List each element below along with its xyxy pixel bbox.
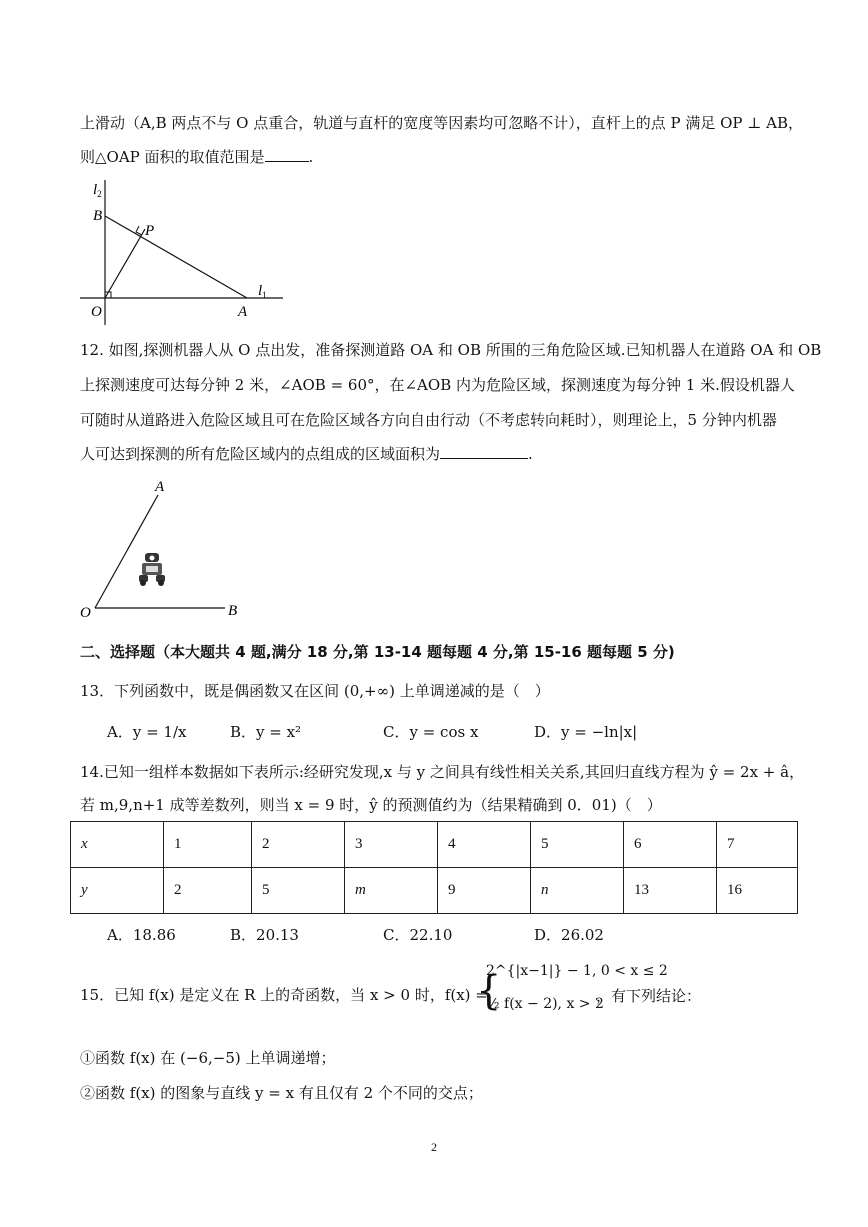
table-row-y xyxy=(71,868,798,914)
table-cell: 5 xyxy=(252,868,345,914)
segment-ab xyxy=(105,216,247,298)
label-a: A xyxy=(238,304,248,320)
table-cell: 16 xyxy=(717,868,798,914)
table-cell: 2 xyxy=(164,868,252,914)
q15-case2: ½ f(x − 2), x > 2 xyxy=(486,996,604,1012)
label-b: B xyxy=(228,603,238,619)
robot-icon xyxy=(139,553,165,586)
table-cell: 9 xyxy=(438,868,531,914)
table-cell: 2 xyxy=(252,822,345,868)
q11-figure xyxy=(75,175,295,325)
q15-conclusion-1: ①函数 f(x) 在 (−6,−5) 上单调递增； xyxy=(80,1049,336,1067)
table-cell: 4 xyxy=(438,822,531,868)
q11-line2 xyxy=(80,147,313,167)
q12-line4-end: . xyxy=(528,445,533,463)
table-cell: 7 xyxy=(717,822,798,868)
brace: { xyxy=(476,968,502,1014)
segment-op xyxy=(105,229,145,298)
table-row-x xyxy=(71,822,798,868)
q12-figure xyxy=(75,475,255,620)
table-cell: n xyxy=(531,868,624,914)
q12-line3: 可随时从道路进入危险区域且可在危险区域各方向自由行动（不考虑转向耗时），则理论上，5 分钟内机器 xyxy=(80,411,777,429)
q13-option-a: A．y = 1/x xyxy=(107,723,187,741)
q12-line4 xyxy=(80,444,533,464)
q13-option-c: C．y = cos x xyxy=(383,723,479,741)
table-cell: 1 xyxy=(164,822,252,868)
q11-line2-end: . xyxy=(308,148,314,166)
answer-blank xyxy=(265,147,309,162)
q13-stem: 13．下列函数中，既是偶函数又在区间 (0,+∞) 上单调递减的是（ ） xyxy=(80,682,550,700)
table-cell: x xyxy=(71,822,164,868)
label-l1: $l_1$ xyxy=(258,283,267,300)
table-cell: 13 xyxy=(624,868,717,914)
table-cell: 6 xyxy=(624,822,717,868)
label-o: O xyxy=(91,304,102,320)
q14-line2: 若 m,9,n+1 成等差数列，则当 x = 9 时，ŷ 的预测值约为（结果精确到 0．01)（ ） xyxy=(80,796,662,814)
q13-option-b: B．y = x² xyxy=(230,723,302,741)
q14-option-a: A．18.86 xyxy=(107,926,176,944)
answer-blank xyxy=(440,444,528,459)
page-number: 2 xyxy=(431,1140,437,1154)
section-title: 二、选择题（本大题共 4 题,满分 18 分,第 13-14 题每题 4 分,第 15-16 题每题 5 分) xyxy=(80,643,675,661)
q14-option-b: B．20.13 xyxy=(230,926,299,944)
table-cell: y xyxy=(71,868,164,914)
q11-line2-text: 则△OAP 面积的取值范围是 xyxy=(80,148,265,166)
q14-line1: 14.已知一组样本数据如下表所示:经研究发现,x 与 y 之间具有线性相关关系,其回归直线方程为 ŷ = 2x + â， xyxy=(80,763,805,781)
q12-line2: 上探测速度可达每分钟 2 米，∠AOB = 60°，在∠AOB 内为危险区域，探测速度为每分钟 1 米.假设机器人 xyxy=(80,376,795,394)
right-angle-p xyxy=(136,226,142,235)
q11-line1: 上滑动（A,B 两点不与 O 点重合，轨道与直杆的宽度等因素均可忽略不计），直杆上的点 P 满足 OP ⊥ AB， xyxy=(80,114,804,132)
q14-data-table xyxy=(70,821,798,914)
label-p: P xyxy=(145,223,155,239)
q12-line4-text: 人可达到探测的所有危险区域内的点组成的区域面积为 xyxy=(80,445,441,463)
table-cell: 5 xyxy=(531,822,624,868)
table-cell: m xyxy=(345,868,438,914)
table-cell: 3 xyxy=(345,822,438,868)
label-b: B xyxy=(93,208,103,224)
label-o: O xyxy=(80,605,91,620)
road-oa xyxy=(95,495,158,608)
q14-option-c: C．22.10 xyxy=(383,926,453,944)
label-a: A xyxy=(155,479,165,495)
q15-stem-prefix: 15．已知 f(x) 是定义在 R 上的奇函数，当 x > 0 时，f(x) = xyxy=(80,986,488,1004)
q12-line1: 12. 如图,探测机器人从 O 点出发，准备探测道路 OA 和 OB 所围的三角危险区域.已知机器人在道路 OA 和 OB xyxy=(80,341,822,359)
q13-option-d: D．y = −ln|x| xyxy=(534,723,638,741)
q15-stem-suffix: ，有下列结论： xyxy=(596,987,702,1005)
q15-conclusion-2: ②函数 f(x) 的图象与直线 y = x 有且仅有 2 个不同的交点； xyxy=(80,1084,483,1102)
q15-case1: 2^{|x−1|} − 1, 0 < x ≤ 2 xyxy=(486,963,668,979)
q14-option-d: D．26.02 xyxy=(534,926,604,944)
label-l2: $l_2$ xyxy=(93,182,102,199)
